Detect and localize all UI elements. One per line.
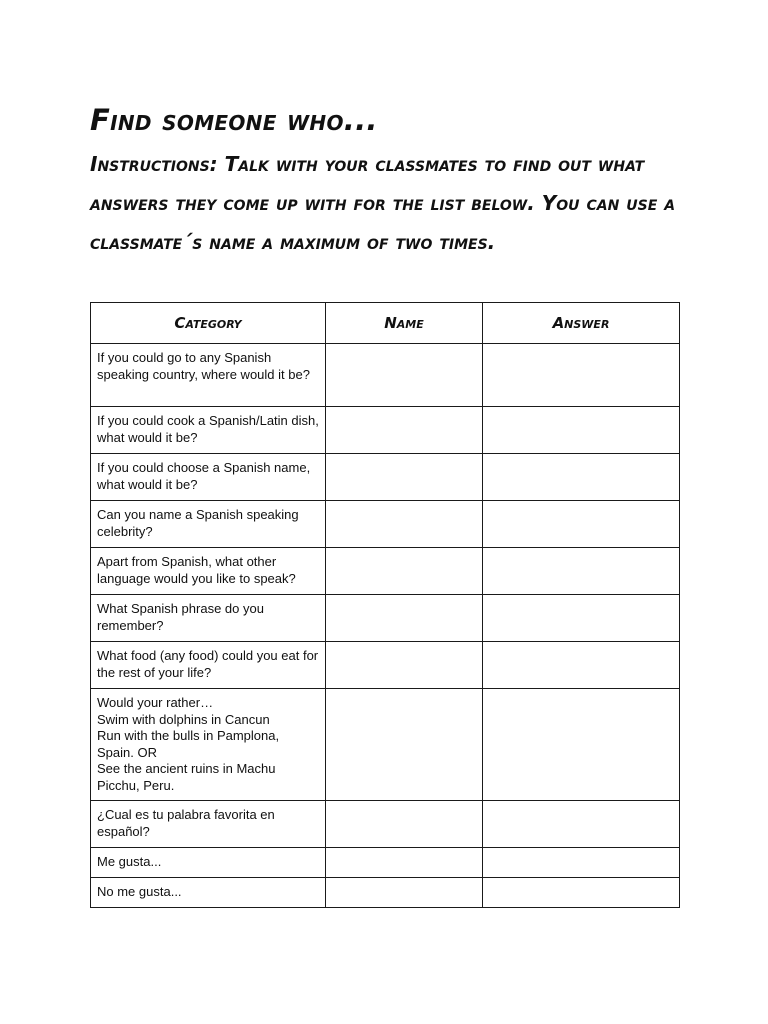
table-row — [91, 595, 680, 642]
category-cell: What food (any food) could you eat for the rest of your life? — [91, 642, 326, 689]
category-cell: Me gusta... — [91, 848, 326, 878]
name-cell[interactable] — [326, 548, 483, 595]
answer-cell[interactable] — [483, 801, 680, 848]
worksheet-table — [90, 302, 680, 908]
table-row — [91, 642, 680, 689]
table-row — [91, 454, 680, 501]
table-row — [91, 548, 680, 595]
category-cell: Would your rather… Swim with dolphins in Cancun Run with the bulls in Pamplona, Spain. OR See the ancient ruins in Machu Picchu, Peru. — [91, 689, 326, 801]
category-cell: If you could go to any Spanish speaking country, where would it be? — [91, 344, 326, 407]
table-row — [91, 878, 680, 908]
name-cell[interactable] — [326, 689, 483, 801]
table-row — [91, 501, 680, 548]
name-cell[interactable] — [326, 595, 483, 642]
answer-cell[interactable] — [483, 501, 680, 548]
column-header-category: Category — [91, 303, 326, 344]
category-cell: If you could cook a Spanish/Latin dish, what would it be? — [91, 407, 326, 454]
table-header-row — [91, 303, 680, 344]
table-row — [91, 407, 680, 454]
name-cell[interactable] — [326, 878, 483, 908]
name-cell[interactable] — [326, 407, 483, 454]
answer-cell[interactable] — [483, 548, 680, 595]
answer-cell[interactable] — [483, 407, 680, 454]
answer-cell[interactable] — [483, 878, 680, 908]
answer-cell[interactable] — [483, 848, 680, 878]
answer-cell[interactable] — [483, 642, 680, 689]
answer-cell[interactable] — [483, 689, 680, 801]
answer-cell[interactable] — [483, 454, 680, 501]
table-row — [91, 344, 680, 407]
table-row — [91, 801, 680, 848]
name-cell[interactable] — [326, 454, 483, 501]
category-cell: If you could choose a Spanish name, what would it be? — [91, 454, 326, 501]
answer-cell[interactable] — [483, 595, 680, 642]
table-row — [91, 848, 680, 878]
category-cell: What Spanish phrase do you remember? — [91, 595, 326, 642]
name-cell[interactable] — [326, 801, 483, 848]
category-cell: Apart from Spanish, what other language would you like to speak? — [91, 548, 326, 595]
category-cell: Can you name a Spanish speaking celebrity? — [91, 501, 326, 548]
instructions: Instructions: Talk with your classmates to find out what answers they come up with for the list below. You can use a classmate´s name a maximum of two times. — [90, 152, 676, 254]
column-header-name: Name — [326, 303, 483, 344]
name-cell[interactable] — [326, 848, 483, 878]
name-cell[interactable] — [326, 501, 483, 548]
category-cell: No me gusta... — [91, 878, 326, 908]
page-title: Find someone who... — [90, 103, 378, 137]
column-header-answer: Answer — [483, 303, 680, 344]
table-row — [91, 689, 680, 801]
answer-cell[interactable] — [483, 344, 680, 407]
category-cell: ¿Cual es tu palabra favorita en español? — [91, 801, 326, 848]
name-cell[interactable] — [326, 344, 483, 407]
name-cell[interactable] — [326, 642, 483, 689]
